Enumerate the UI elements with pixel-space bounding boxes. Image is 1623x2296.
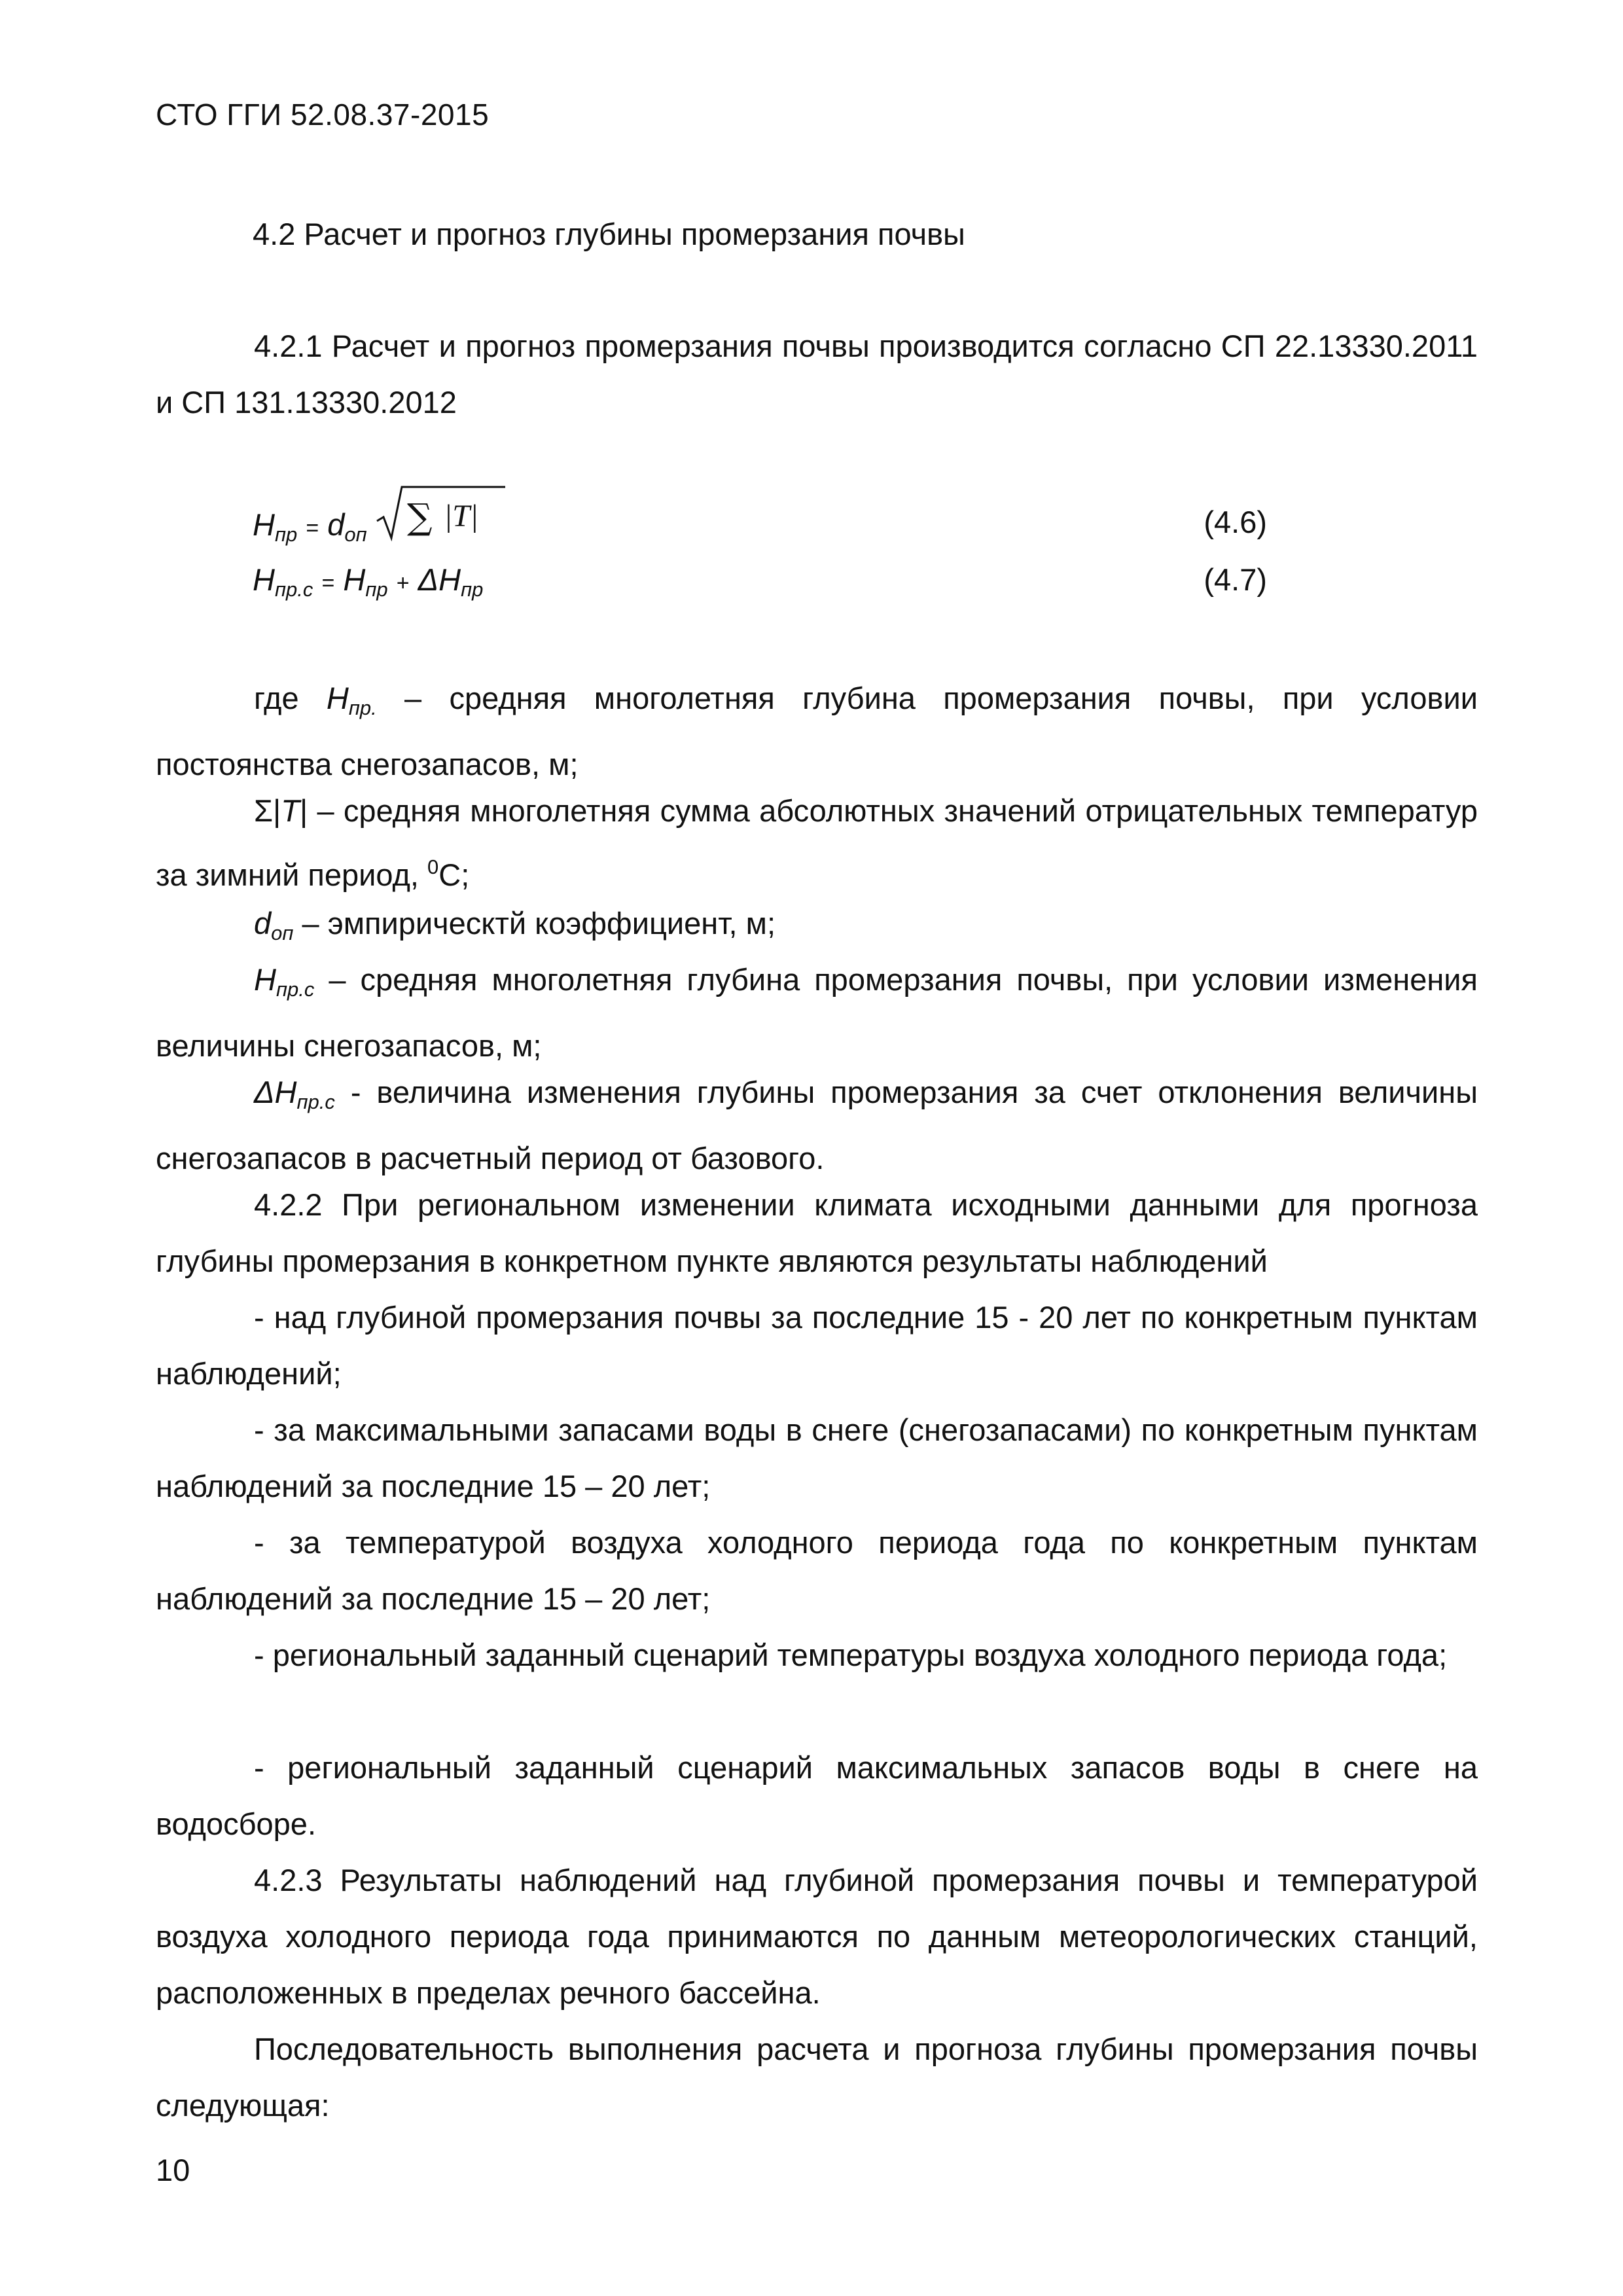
svg-text:|T|: |T| bbox=[443, 499, 478, 533]
list-item: - над глубиной промерзания почвы за последние 15 - 20 лет по конкретным пунктам наблюдений; bbox=[156, 1300, 1478, 1391]
equation-4-6: $H_{пр} = d_{оп}$ ∑ |T| bbox=[253, 483, 507, 549]
document-header: СТО ГГИ 52.08.37-2015 bbox=[156, 98, 490, 132]
definition-sum-t: Σ|T| – средняя многолетняя сумма абсолютных значений отрицательных температур за зимний период, $^0$С; bbox=[156, 793, 1478, 892]
paragraph-4-2-2: 4.2.2 При региональном изменении климата исходными данными для прогноза глубины промерзания в конкретном пункте являются результаты наблюдений bbox=[156, 1187, 1478, 1278]
page-number: 10 bbox=[156, 2153, 190, 2187]
definition-d-op: $d_{оп}$ – эмпирическтй коэффициент, м; bbox=[254, 906, 776, 944]
definition-delta-h-pr-s: $\Delta H_{пр.с}$ - величина изменения глубины промерзания за счет отклонения величины снегозапасов в расчетный период от базового. bbox=[156, 1075, 1478, 1175]
paragraph-sequence: Последовательность выполнения расчета и прогноза глубины промерзания почвы следующая: bbox=[156, 2032, 1478, 2123]
paragraph-4-2-3: 4.2.3 Результаты наблюдений над глубиной промерзания почвы и температурой воздуха холодного периода года принимаются по данным метеорологических станций, расположенных в пределах речного бассейна. bbox=[156, 1863, 1478, 2010]
definition-h-pr: где $H_{пр.}$ – средняя многолетняя глубина промерзания почвы, при условии постоянства снегозапасов, м; bbox=[156, 681, 1478, 781]
list-item: - за температурой воздуха холодного периода года по конкретным пунктам наблюдений за последние 15 – 20 лет; bbox=[156, 1525, 1478, 1616]
list-item: - региональный заданный сценарий максимальных запасов воды в снеге на водосборе. bbox=[156, 1750, 1478, 1841]
equation-number-4-6: (4.6) bbox=[1204, 505, 1267, 539]
section-title: 4.2 Расчет и прогноз глубины промерзания почвы bbox=[253, 217, 965, 251]
list-item: - за максимальными запасами воды в снеге (снегозапасами) по конкретным пунктам наблюдений за последние 15 – 20 лет; bbox=[156, 1412, 1478, 1503]
equation-number-4-7: (4.7) bbox=[1204, 562, 1267, 597]
list-item: - региональный заданный сценарий температуры воздуха холодного периода года; bbox=[254, 1638, 1448, 1672]
square-root-icon bbox=[376, 483, 507, 549]
paragraph-4-2-1: 4.2.1 Расчет и прогноз промерзания почвы производится согласно СП 22.13330.2011 и СП 131.13330.2012 bbox=[156, 329, 1478, 420]
svg-text:∑: ∑ bbox=[406, 496, 433, 537]
equation-4-7: $H_{пр.с} = H_{пр} + \Delta H_{пр}$ bbox=[253, 562, 484, 601]
definition-h-pr-s: $H_{пр.с}$ – средняя многолетняя глубина промерзания почвы, при условии изменения величины снегозапасов, м; bbox=[156, 962, 1478, 1063]
